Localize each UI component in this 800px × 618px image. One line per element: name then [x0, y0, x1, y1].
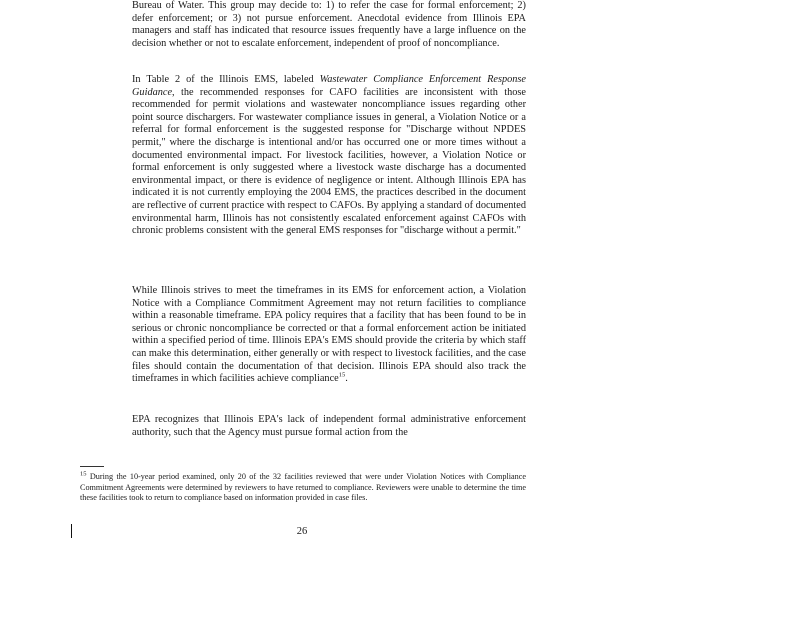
revision-bar — [71, 524, 72, 538]
paragraph-4-text: EPA recognizes that Illinois EPA's lack of independent formal administrative enforcement authority, such that the Agency must pursue formal action from the — [132, 414, 526, 438]
page-number: 26 — [296, 526, 308, 537]
paragraph-3 — [132, 285, 526, 386]
paragraph-2-text — [132, 74, 526, 238]
table-title-italic: Wastewater Compliance Enforcement Response Guidance — [132, 74, 526, 98]
paragraph-4 — [132, 414, 526, 439]
footnote-reference: 15 — [338, 371, 346, 379]
paragraph-2-rest: , the recommended responses for CAFO facilities are inconsistent with those recommended for permit violations and wastewater noncompliance issues regarding other point source dischargers. For wastewater compliance issues in general, a Violation Notice or a referral for formal enforcement is the suggested response for "Discharge without NPDES permit," where the discharge is intentional and/or has occurred one or more times without a documented environmental impact. For livestock facilities, however, a Violation Notice or formal enforcement is only suggested where a livestock waste discharge has a documented environmental impact, or there is evidence of negligence or intent. Although Illinois EPA has indicated it is not currently employing the 2004 EMS, the practices described in the document are reflective of current practice with respect to CAFOs. By applying a standard of documented environmental harm, Illinois has not consistently escalated enforcement against CAFOs with chronic problems consistent with the general EMS responses for "discharge without a permit." — [132, 86, 526, 237]
paragraph-3-body: While Illinois strives to meet the timeframes in its EMS for enforcement action, a Violation Notice with a Compliance Commitment Agreement may not return facilities to compliance within a reasonable timeframe. EPA policy requires that a facility that has been found to be in serious or chronic noncompliance be corrected or that a formal enforcement action be initiated within a specified period of time. Illinois EPA's EMS should provide the criteria by which staff can make this determination, either generally or with respect to livestock facilities, and the case files should contain the documentation of that decision. Illinois EPA should also track the timeframes in which facilities achieve compliance — [132, 285, 526, 385]
footnote-number: 15 — [80, 470, 87, 478]
paragraph-2 — [132, 74, 526, 238]
paragraph-1-text: Bureau of Water. This group may decide to: 1) to refer the case for formal enforcement; 2) defer enforcement; or 3) not pursue enforcement. Anecdotal evidence from Illinois EPA managers and staff has indicated that resource issues frequently have a large influence on the decision whether or not to escalate enforcement, independent of proof of noncompliance. — [132, 0, 526, 49]
paragraph-2-intro: In Table 2 of the Illinois EMS, labeled — [132, 74, 320, 85]
footnote-separator — [80, 466, 104, 467]
paragraph-3-text — [132, 285, 526, 386]
paragraph-3-end: . — [345, 373, 348, 385]
footnote — [80, 472, 526, 504]
paragraph-1 — [132, 0, 526, 50]
footnote-text: During the 10-year period examined, only 20 of the 32 facilities reviewed that were under Violation Notices with Compliance Commitment Agreements were determined by reviewers to have returned to compliance. Reviewers were unable to determine the time these facilities took to return to compliance based on information provided in case files. — [80, 472, 526, 503]
